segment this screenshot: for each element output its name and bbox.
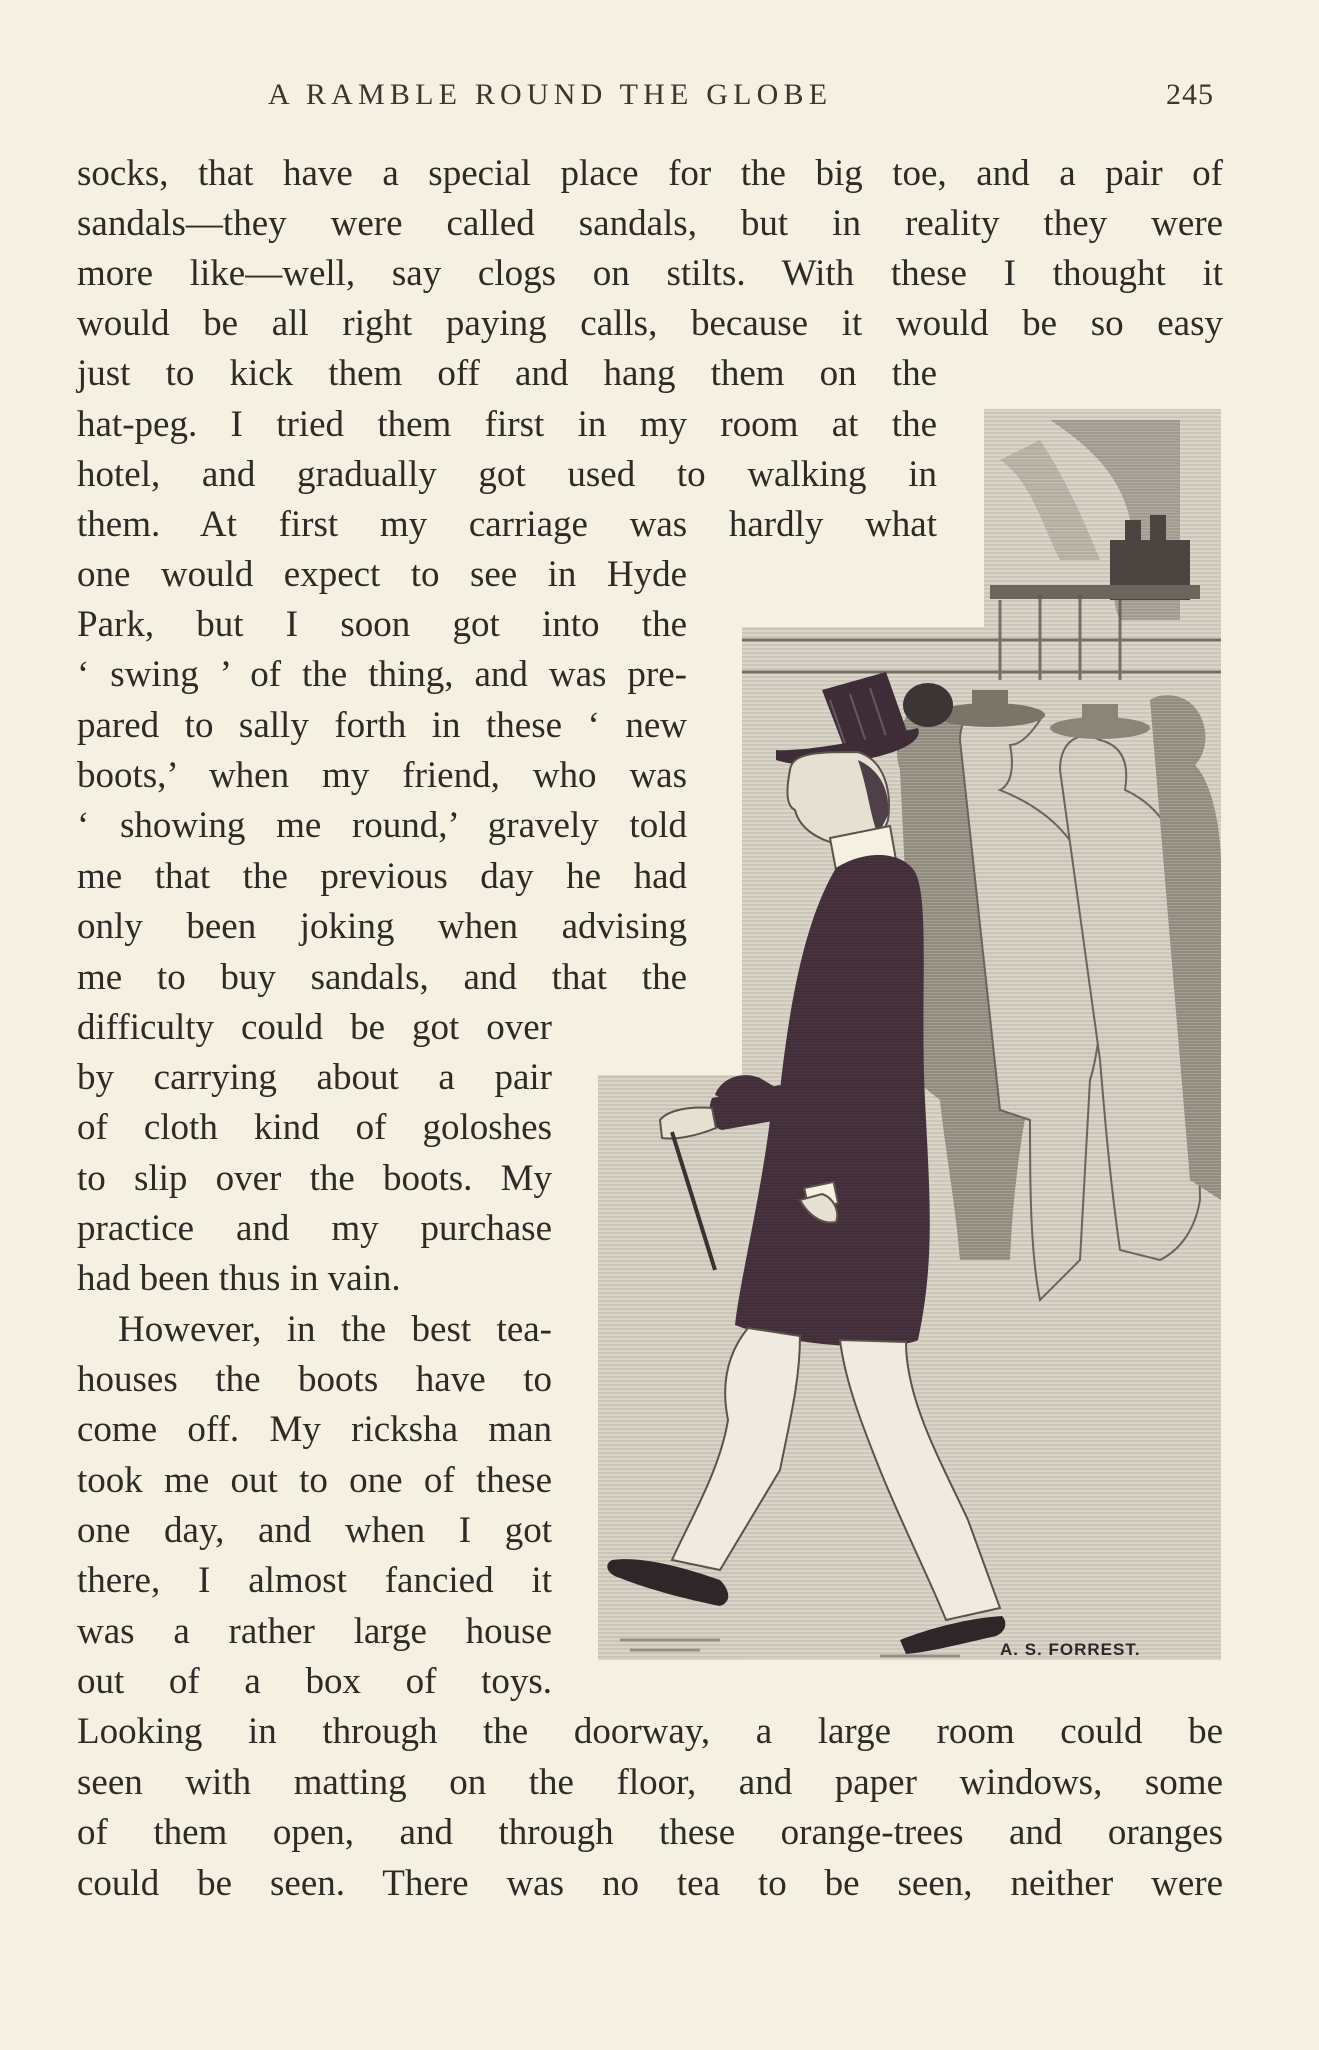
text-line: had been thus in vain. [77, 1258, 401, 1299]
text-line: However, in the best tea- [118, 1309, 552, 1350]
text-line: practice and my purchase [77, 1208, 552, 1249]
text-line: would be all right paying calls, because it would be so easy [77, 303, 1223, 344]
text-line: hotel, and gradually got used to walking in [77, 454, 937, 495]
text-line: one would expect to see in Hyde [77, 554, 687, 595]
text-line: hat-peg. I tried them first in my room at the [77, 404, 937, 445]
text-line: come off. My ricksha man [77, 1409, 552, 1450]
text-line: only been joking when advising [77, 906, 687, 947]
text-line: Looking in through the doorway, a large room could be [77, 1711, 1223, 1752]
text-line: there, I almost fancied it [77, 1560, 552, 1601]
text-line: of cloth kind of goloshes [77, 1107, 552, 1148]
illustrator-signature: A. S. FORREST. [1000, 1640, 1141, 1659]
text-line: me that the previous day he had [77, 856, 687, 897]
text-line: seen with matting on the floor, and paper windows, some [77, 1762, 1223, 1803]
text-line: was a rather large house [77, 1611, 552, 1652]
text-line: ‘ swing ’ of the thing, and was pre- [77, 654, 687, 695]
text-line: out of a box of toys. [77, 1661, 552, 1702]
text-line: Park, but I soon got into the [77, 604, 687, 645]
text-line: sandals—they were called sandals, but in reality they were [77, 203, 1223, 244]
text-line: more like—well, say clogs on stilts. With these I thought it [77, 253, 1223, 294]
text-line: took me out to one of these [77, 1460, 552, 1501]
text-line: could be seen. There was no tea to be seen, neither were [77, 1863, 1223, 1904]
text-line: me to buy sandals, and that the [77, 957, 687, 998]
text-line: by carrying about a pair [77, 1057, 552, 1098]
text-line: difficulty could be got over [77, 1007, 552, 1048]
text-line: them. At first my carriage was hardly what [77, 504, 937, 545]
page-number: 245 [1166, 78, 1214, 111]
text-line: pared to sally forth in these ‘ new [77, 705, 687, 746]
text-line: socks, that have a special place for the big toe, and a pair of [77, 153, 1223, 194]
text-line: boots,’ when my friend, who was [77, 755, 687, 796]
illustration [596, 406, 1224, 1668]
text-line: one day, and when I got [77, 1510, 552, 1551]
text-line: just to kick them off and hang them on the [77, 353, 937, 394]
text-line: to slip over the boots. My [77, 1158, 552, 1199]
running-head [0, 78, 1319, 118]
text-line: ‘ showing me round,’ gravely told [77, 805, 687, 846]
text-line: of them open, and through these orange-trees and oranges [77, 1812, 1223, 1853]
running-title: A RAMBLE ROUND THE GLOBE [268, 78, 833, 111]
text-line: houses the boots have to [77, 1359, 552, 1400]
